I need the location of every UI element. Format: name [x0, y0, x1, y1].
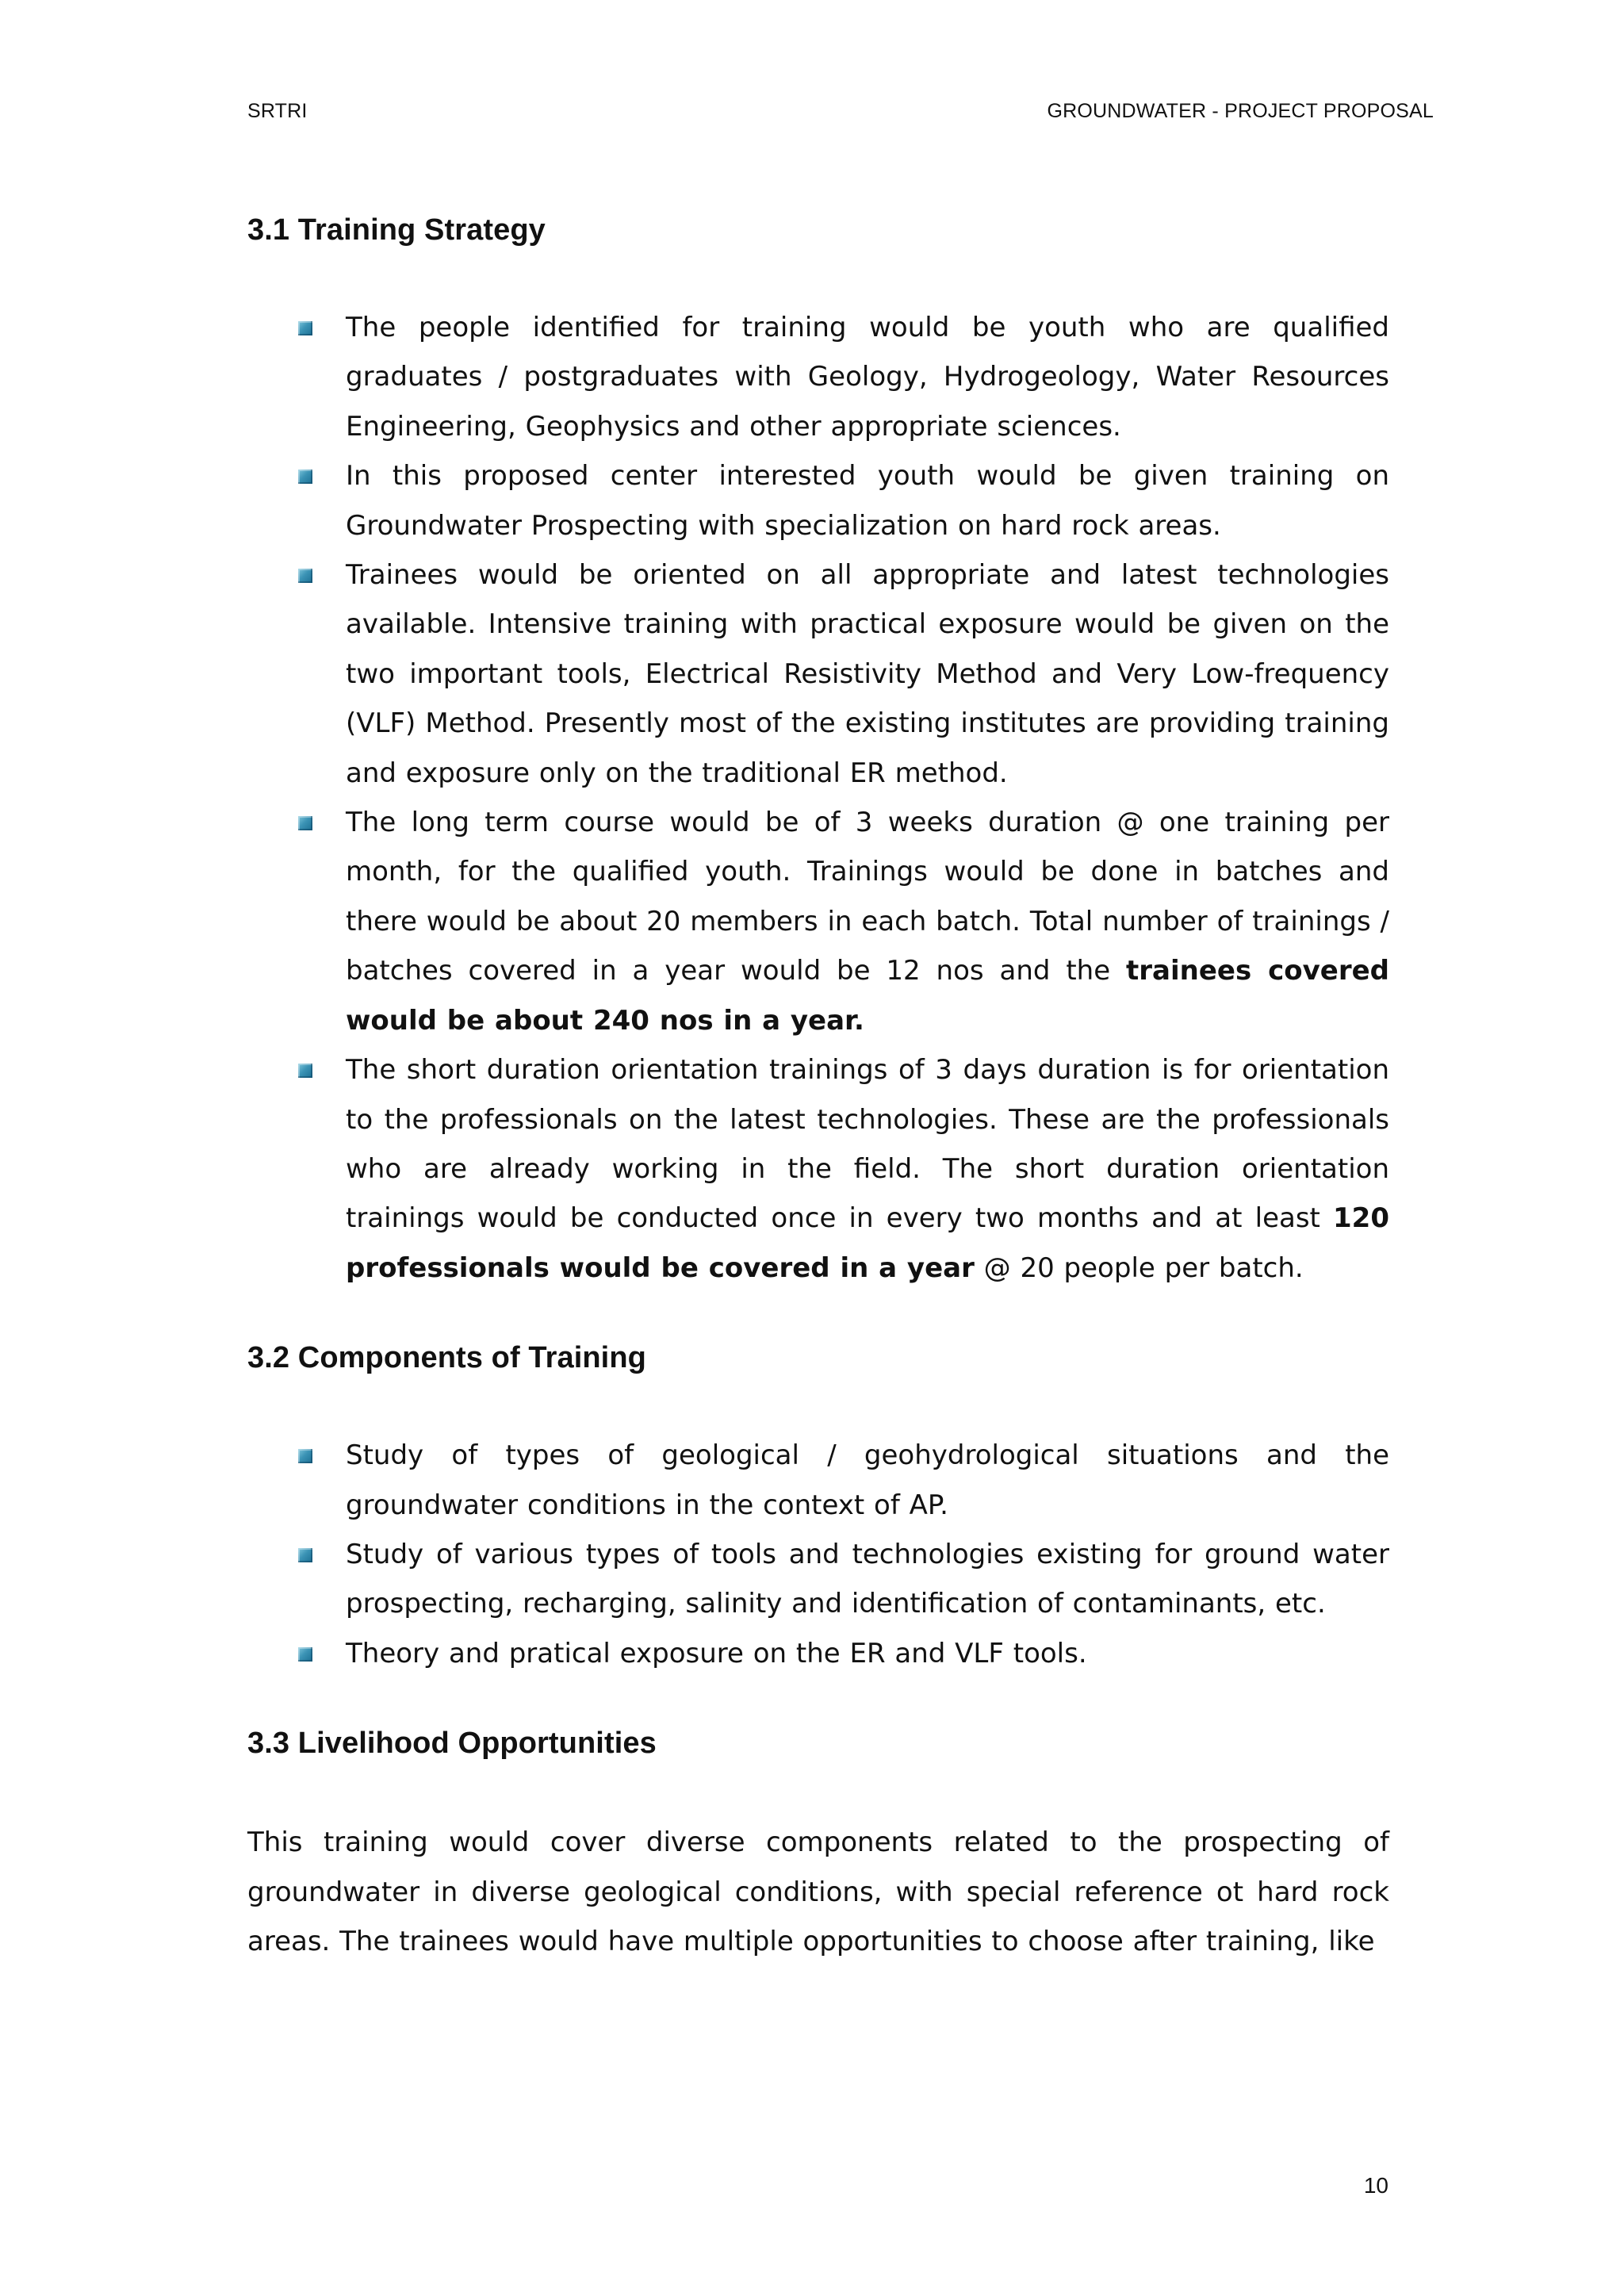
square-bullet-icon — [298, 470, 312, 484]
list-item — [346, 451, 1389, 550]
section-livelihood-opportunities — [247, 1726, 1389, 1966]
square-bullet-icon — [298, 1449, 312, 1463]
square-bullet-icon — [298, 1548, 312, 1562]
section-components-of-training — [247, 1340, 1389, 1678]
section-training-strategy — [247, 213, 1389, 1293]
list-item-text: The people identified for training would be youth who are qualified graduates / postgraduates with Geology, Hydrogeology, Water Resources Engineering, Geophysics and other appropriate sciences. — [346, 312, 1389, 443]
header-document-title: GROUNDWATER - PROJECT PROPOSAL — [1047, 100, 1434, 122]
square-bullet-icon — [298, 1647, 312, 1662]
list-item-text: The short duration orientation trainings of 3 days duration is for orientation to the professionals on the latest technologies. These are the professionals who are already working in the field. The short duration orientation trainings would be conducted once in every two months and at least — [346, 1054, 1389, 1235]
list-item-bold-text: trainees covered would be about 240 nos in a year. — [346, 955, 1390, 1037]
list-item-text: Study of types of geological / geohydrological situations and the groundwater conditions in the context of AP. — [346, 1439, 1389, 1521]
list-item — [346, 798, 1389, 1045]
list-item-text: The long term course would be of 3 weeks duration @ one training per month, for the qualified youth. Trainings would be done in batches and there would be about 20 members in each batch. Total number of trainings / batches covered in a year would be 12 nos and the — [346, 807, 1389, 987]
page-number: 10 — [1363, 2173, 1388, 2198]
square-bullet-icon — [298, 816, 312, 830]
bullet-list — [247, 1431, 1389, 1678]
square-bullet-icon — [298, 569, 312, 583]
list-item — [346, 1530, 1389, 1629]
list-item-bold-text: 120 professionals would be covered in a year — [346, 1202, 1389, 1284]
square-bullet-icon — [298, 1064, 312, 1078]
list-item — [346, 1629, 1389, 1678]
list-item — [346, 303, 1389, 451]
page-content — [247, 213, 1389, 1966]
header-org-name: SRTRI — [247, 100, 308, 122]
section-heading: 3.2 Components of Training — [247, 1341, 646, 1375]
list-item — [346, 1431, 1389, 1530]
list-item — [346, 1045, 1389, 1293]
section-heading: 3.3 Livelihood Opportunities — [247, 1727, 657, 1761]
list-item-tail-text: @ 20 people per batch. — [974, 1251, 1304, 1284]
running-header — [247, 100, 1434, 124]
list-item-text: Trainees would be oriented on all appropriate and latest technologies available. Intensive training with practical exposure would be given on the two important tools, Electrical Resistivity Method and Very Low-frequency (VLF) Method. Presently most of the existing institutes are providing training and exposure only on the traditional ER method. — [346, 559, 1389, 789]
section-heading: 3.1 Training Strategy — [247, 213, 546, 247]
list-item-text: Theory and pratical exposure on the ER and VLF tools. — [346, 1637, 1087, 1669]
body-paragraph: This training would cover diverse components related to the prospecting of groundwater in diverse geological conditions, with special reference ot hard rock areas. The trainees would have multiple opportunities to choose after training, like — [247, 1826, 1389, 1957]
bullet-list — [247, 303, 1389, 1293]
list-item-text: Study of various types of tools and technologies existing for ground water prospecting, recharging, salinity and identification of contaminants, etc. — [346, 1538, 1389, 1620]
list-item-text: In this proposed center interested youth would be given training on Groundwater Prospecting with specialization on hard rock areas. — [346, 460, 1389, 542]
list-item — [346, 550, 1389, 798]
square-bullet-icon — [298, 321, 312, 335]
